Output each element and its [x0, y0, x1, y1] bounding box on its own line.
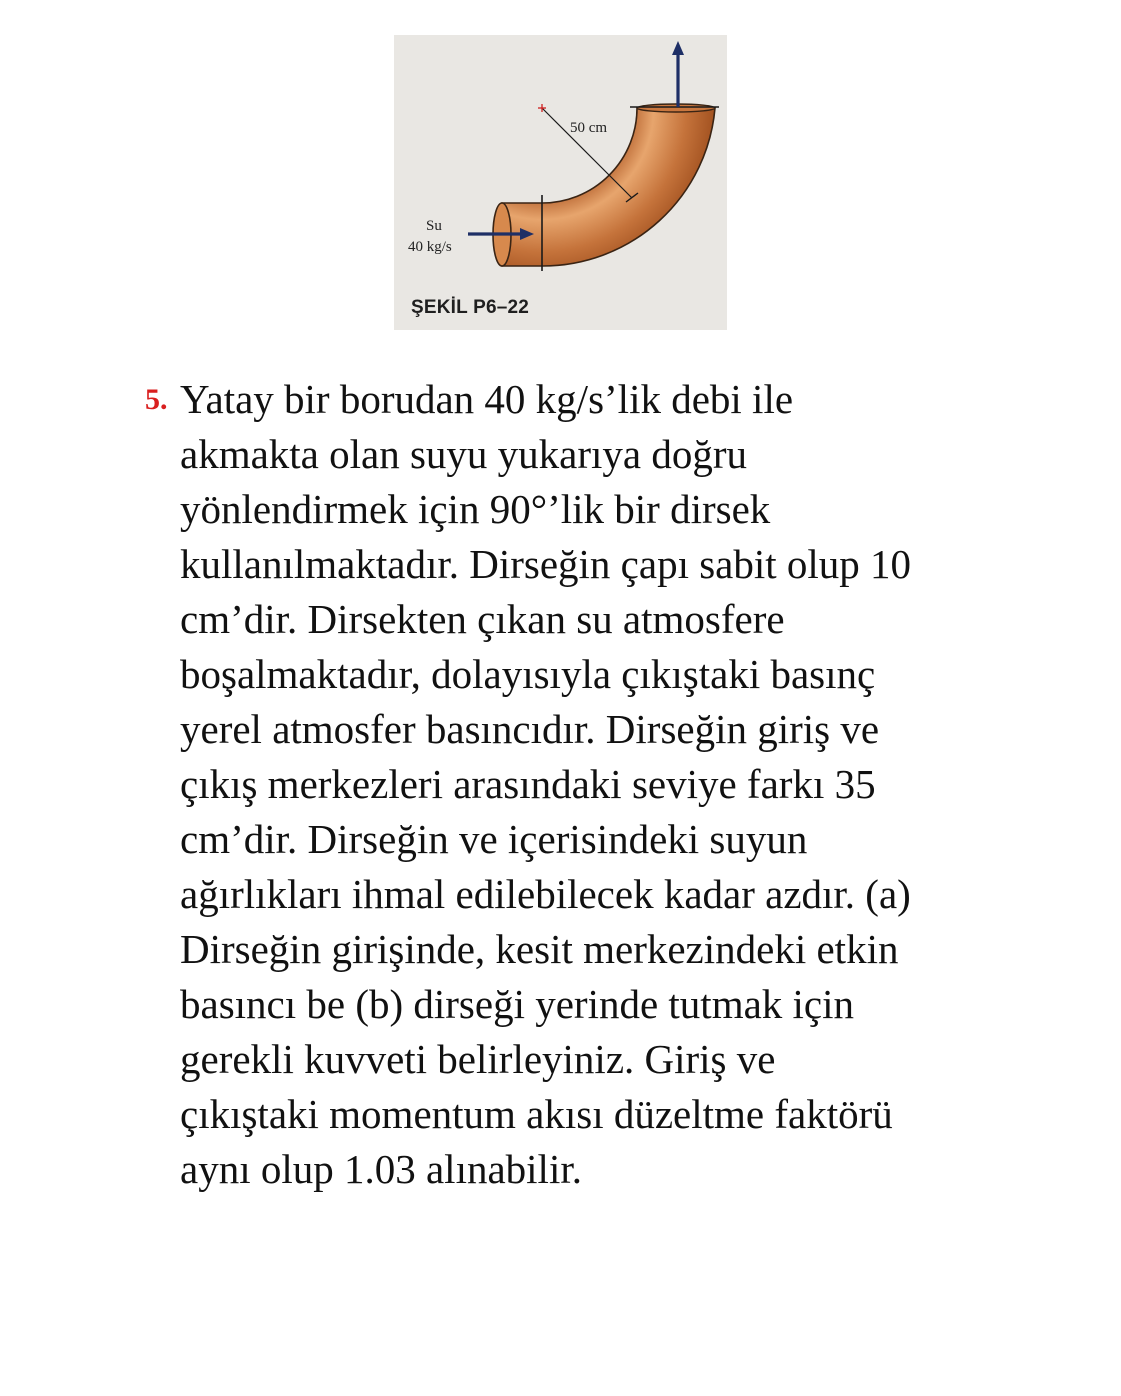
inlet-fluid-label: Su — [426, 218, 442, 234]
problem-line: akmakta olan suyu yukarıya doğru — [180, 431, 748, 477]
problem-line: gerekli kuvveti belirleyiniz. Giriş ve — [180, 1036, 776, 1082]
problem-line: Yatay bir borudan 40 kg/s’lik debi ile — [180, 376, 794, 422]
radius-label: 50 cm — [570, 120, 608, 136]
problem-line: Dirseğin girişinde, kesit merkezindeki etkin — [180, 926, 899, 972]
outlet-opening — [637, 104, 715, 112]
inlet-flow-rate-label: 40 kg/s — [408, 239, 452, 255]
problem-line: kullanılmaktadır. Dirseğin çapı sabit olup 10 — [180, 541, 912, 587]
problem-line: ağırlıkları ihmal edilebilecek kadar azdır. (a) — [180, 871, 911, 917]
problem-line: çıkıştaki momentum akısı düzeltme faktörü — [180, 1091, 893, 1137]
elbow-pipe — [502, 108, 715, 266]
elbow-diagram — [394, 35, 727, 330]
problem-line: boşalmaktadır, dolayısıyla çıkıştaki basınç — [180, 651, 876, 697]
problem-line: aynı olup 1.03 alınabilir. — [180, 1146, 582, 1192]
problem-line: basıncı be (b) dirseği yerinde tutmak için — [180, 981, 855, 1027]
problem-number: 5. — [145, 383, 168, 416]
outlet-arrow-icon — [672, 41, 684, 107]
problem-line: yönlendirmek için 90°’lik bir dirsek — [180, 486, 771, 532]
problem-line: cm’dir. Dirsekten çıkan su atmosfere — [180, 596, 785, 642]
figure-caption: ŞEKİL P6–22 — [411, 297, 530, 318]
problem-statement — [180, 372, 911, 1197]
problem-line: çıkış merkezleri arasındaki seviye farkı 35 — [180, 761, 876, 807]
problem-line: yerel atmosfer basıncıdır. Dirseğin giriş ve — [180, 706, 880, 752]
problem-line: cm’dir. Dirseğin ve içerisindeki suyun — [180, 816, 808, 862]
figure-panel — [394, 35, 727, 330]
